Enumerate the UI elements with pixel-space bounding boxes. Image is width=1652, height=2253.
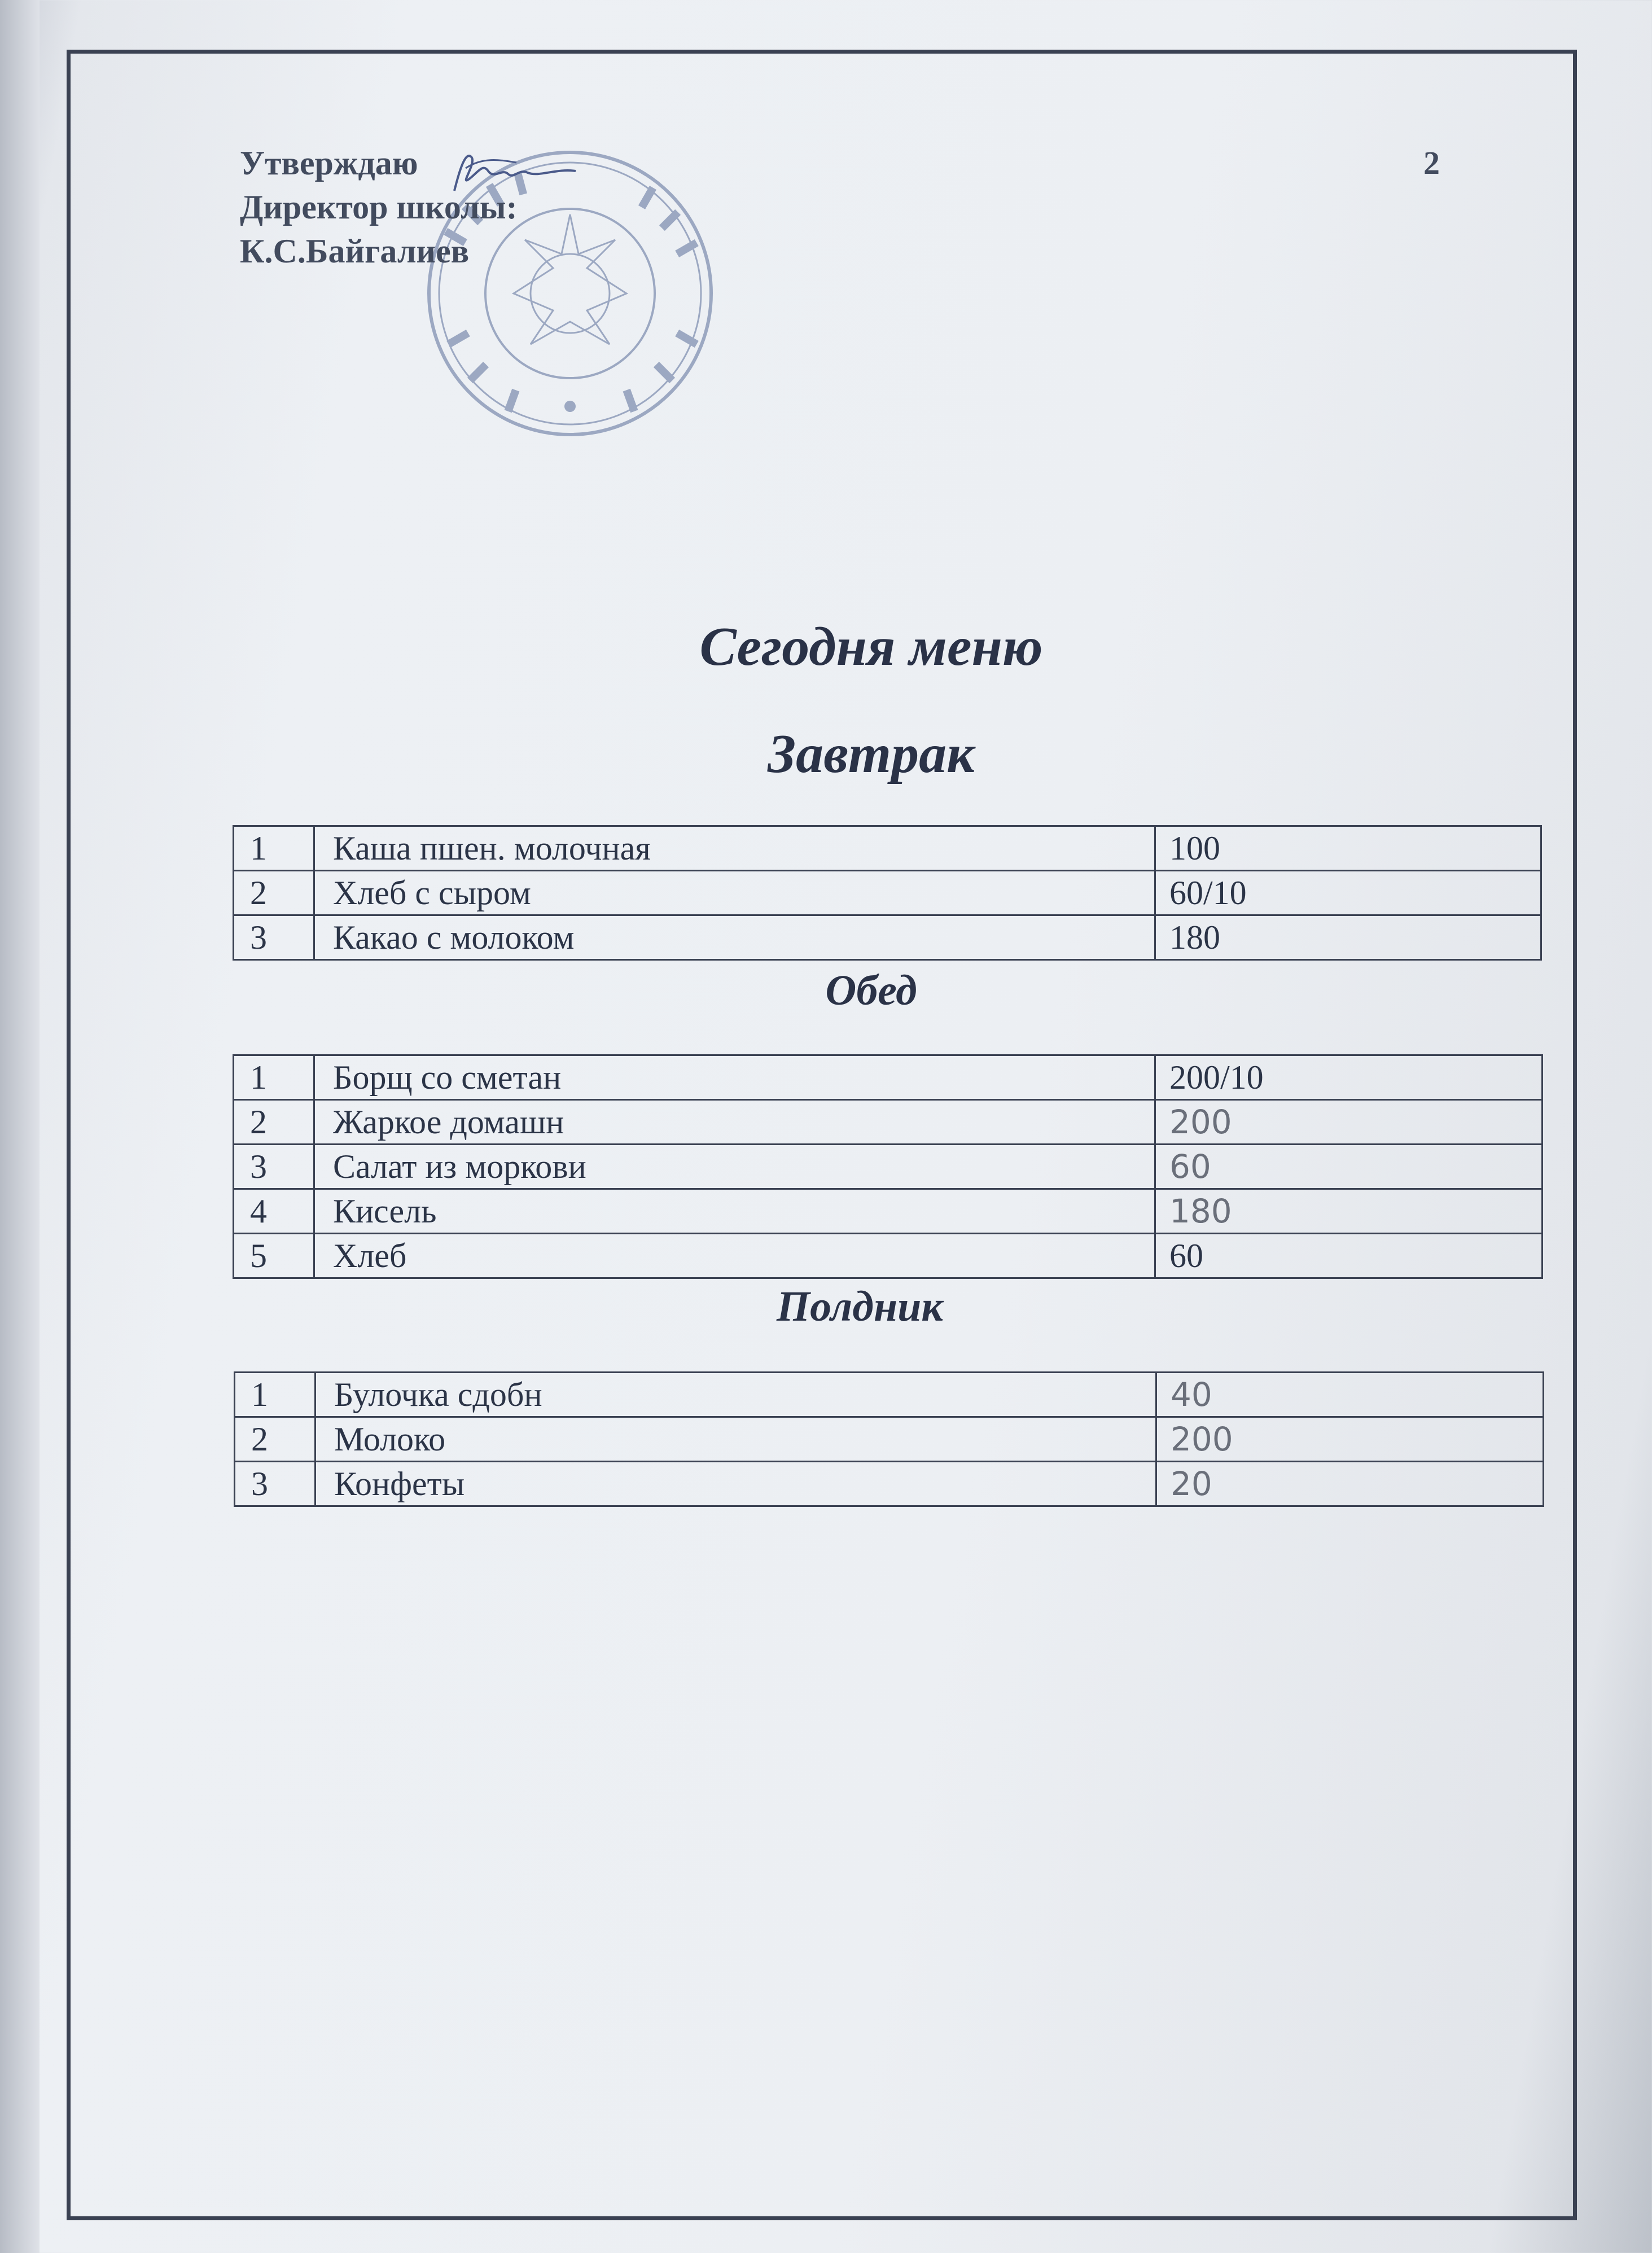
dish-weight: 20 xyxy=(1156,1462,1544,1506)
row-number: 2 xyxy=(235,1417,315,1462)
table-row xyxy=(234,871,1541,915)
row-number: 2 xyxy=(234,871,314,915)
director-position: Директор школы: xyxy=(240,189,518,226)
row-number: 1 xyxy=(234,826,314,871)
table-row xyxy=(235,1417,1544,1462)
row-number: 1 xyxy=(234,1055,314,1100)
dish-name: Борщ со сметан xyxy=(314,1055,1155,1100)
dish-weight: 180 xyxy=(1155,1189,1543,1234)
row-number: 2 xyxy=(234,1100,314,1145)
approval-label: Утверждаю xyxy=(240,144,418,182)
menu-title: Сегодня меню xyxy=(699,616,1043,677)
row-number: 3 xyxy=(234,1145,314,1189)
row-number: 1 xyxy=(235,1373,315,1417)
row-number: 5 xyxy=(234,1234,314,1278)
dish-name: Какао с молоком xyxy=(314,915,1155,960)
lunch-title: Обед xyxy=(825,967,917,1014)
dish-name: Молоко xyxy=(315,1417,1156,1462)
approval-header xyxy=(240,141,518,273)
snack-title: Полдник xyxy=(777,1283,943,1330)
dish-weight: 200 xyxy=(1155,1100,1543,1145)
dish-weight: 100 xyxy=(1155,826,1541,871)
dish-name: Конфеты xyxy=(315,1462,1156,1506)
lunch-table xyxy=(233,1054,1543,1279)
row-number: 4 xyxy=(234,1189,314,1234)
director-name: К.С.Байгалиев xyxy=(240,233,470,270)
dish-weight: 200/10 xyxy=(1155,1055,1543,1100)
snack-table xyxy=(234,1371,1544,1507)
dish-weight: 180 xyxy=(1155,915,1541,960)
dish-name: Кисель xyxy=(314,1189,1155,1234)
table-row xyxy=(234,1055,1543,1100)
breakfast-table xyxy=(233,825,1542,961)
dish-name: Булочка сдобн xyxy=(315,1373,1156,1417)
breakfast-title: Завтрак xyxy=(768,724,975,784)
dish-weight: 200 xyxy=(1156,1417,1544,1462)
table-row xyxy=(234,1100,1543,1145)
table-row xyxy=(234,826,1541,871)
table-row xyxy=(234,1234,1543,1278)
dish-name: Хлеб xyxy=(314,1234,1155,1278)
table-row xyxy=(235,1462,1544,1506)
row-number: 3 xyxy=(235,1462,315,1506)
table-row xyxy=(235,1373,1544,1417)
dish-name: Салат из моркови xyxy=(314,1145,1155,1189)
dish-weight: 60 xyxy=(1155,1234,1543,1278)
dish-name: Жаркое домашн xyxy=(314,1100,1155,1145)
dish-name: Каша пшен. молочная xyxy=(314,826,1155,871)
sheet-edge xyxy=(0,0,40,2253)
table-row xyxy=(234,915,1541,960)
table-row xyxy=(234,1189,1543,1234)
row-number: 3 xyxy=(234,915,314,960)
table-row xyxy=(234,1145,1543,1189)
dish-weight: 40 xyxy=(1156,1373,1544,1417)
dish-weight: 60/10 xyxy=(1155,871,1541,915)
dish-name: Хлеб с сыром xyxy=(314,871,1155,915)
dish-weight: 60 xyxy=(1155,1145,1543,1189)
page-number: 2 xyxy=(1423,144,1440,181)
